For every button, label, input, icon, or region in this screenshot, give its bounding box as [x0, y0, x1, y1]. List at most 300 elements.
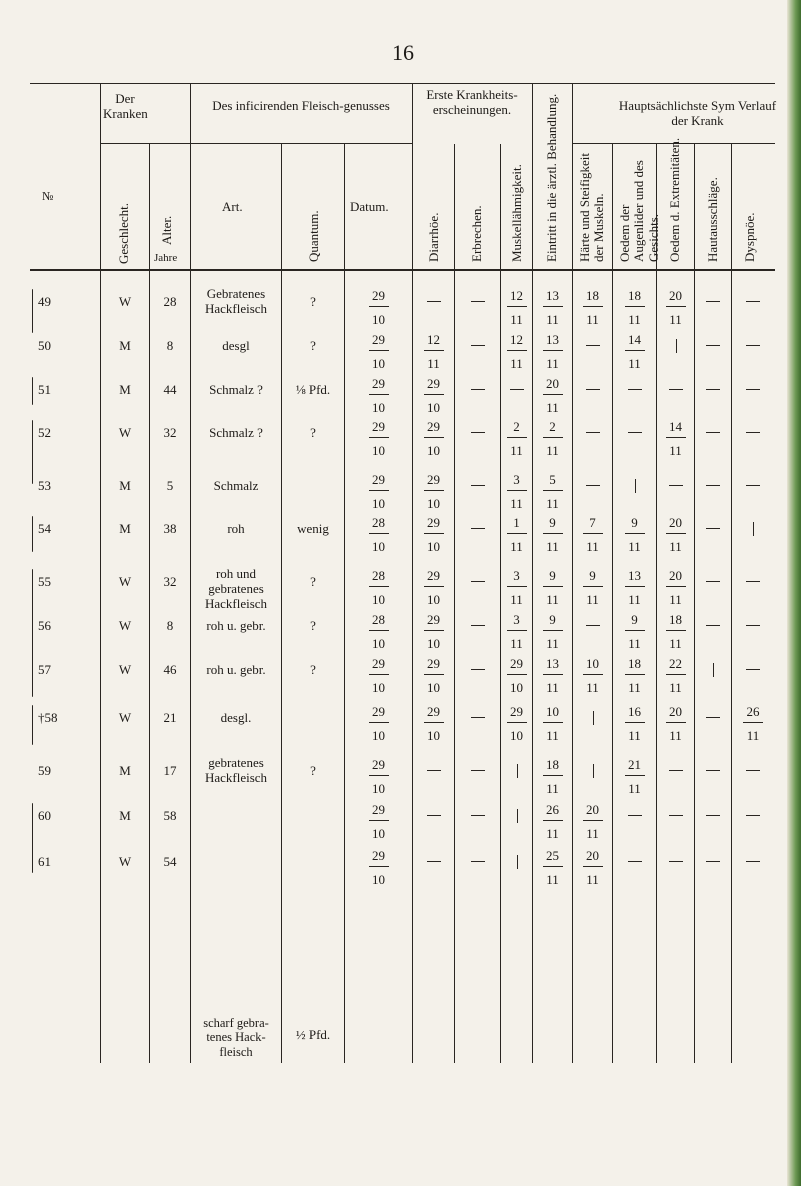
shared-kind-60-61: scharf gebra- tenes Hack- fleisch: [203, 1016, 269, 1059]
oedem_aug-numerator: 16: [628, 704, 641, 719]
no-cell: 55: [38, 574, 51, 589]
fraction-bar: [666, 674, 686, 675]
haerte-numerator: 20: [586, 848, 599, 863]
col-header-haut: Hautausschläge.: [705, 177, 720, 262]
date-denominator: 10: [372, 781, 385, 796]
sex-cell: W: [118, 425, 132, 440]
diarrhoe-numerator: 29: [427, 472, 440, 487]
eintritt-numerator: 9: [549, 612, 556, 627]
date-fraction: [359, 705, 399, 742]
qty-cell: ?: [310, 574, 316, 589]
date-denominator: 10: [372, 356, 385, 371]
empty-dash: [471, 861, 485, 862]
age-cell: 54: [163, 854, 177, 869]
age-cell: 8: [166, 618, 174, 633]
fraction-bar: [369, 866, 389, 867]
eintritt-numerator: 13: [546, 656, 559, 671]
empty-dash: [510, 389, 524, 390]
oedem_aug-denominator: 11: [628, 356, 641, 371]
empty-dash: [628, 815, 642, 816]
fraction-bar: [424, 586, 444, 587]
empty-dash: [706, 301, 720, 302]
empty-dash: [706, 625, 720, 626]
row-brace: [32, 803, 33, 873]
fraction-bar: [543, 820, 563, 821]
header-divider: [694, 144, 695, 270]
eintritt-fraction: [533, 705, 573, 742]
eintritt-fraction: [533, 333, 573, 370]
eintritt-numerator: 5: [549, 472, 556, 487]
no-cell: 51: [38, 382, 51, 397]
diarrhoe-denominator: 10: [427, 728, 440, 743]
date-numerator: 29: [372, 376, 385, 391]
no-cell: 56: [38, 618, 51, 633]
eintritt-denominator: 11: [546, 312, 559, 327]
muskel-fraction: [497, 705, 537, 742]
no-cell: 49: [38, 294, 51, 309]
haerte-denominator: 11: [586, 312, 599, 327]
empty-dash: [706, 528, 720, 529]
diarrhoe-fraction: [414, 420, 454, 457]
oedem_ext-numerator: 14: [669, 419, 682, 434]
empty-dash: [669, 389, 683, 390]
fraction-bar: [583, 674, 603, 675]
date-numerator: 29: [372, 757, 385, 772]
muskel-denominator: 11: [510, 592, 523, 607]
fraction-bar: [666, 722, 686, 723]
haerte-denominator: 11: [586, 826, 599, 841]
muskel-fraction: [497, 333, 537, 370]
date-fraction: [359, 289, 399, 326]
vertical-mark: [676, 339, 677, 353]
date-fraction: [359, 657, 399, 694]
empty-dash: [746, 485, 760, 486]
eintritt-numerator: 9: [549, 515, 556, 530]
eintritt-denominator: 11: [546, 728, 559, 743]
fraction-bar: [666, 437, 686, 438]
kind-cell: roh: [227, 521, 245, 536]
header-divider: [731, 144, 732, 270]
haerte-numerator: 7: [589, 515, 596, 530]
eintritt-fraction: [533, 377, 573, 414]
col-header-number: №: [42, 189, 54, 203]
col-header-oedem-aug: Oedem der Augenlider und des Gesichts.: [617, 160, 661, 262]
muskel-fraction: [497, 289, 537, 326]
body-divider: [149, 271, 150, 1063]
body-divider: [190, 271, 191, 1063]
empty-dash: [427, 301, 441, 302]
date-denominator: 10: [372, 443, 385, 458]
qty-cell: ?: [310, 425, 316, 440]
fraction-bar: [625, 586, 645, 587]
oedem_aug-fraction: [615, 758, 655, 795]
header-divider: [100, 84, 101, 270]
oedem_aug-denominator: 11: [628, 592, 641, 607]
qty-cell: ⅛ Pfd.: [295, 382, 331, 397]
oedem_aug-fraction: [615, 657, 655, 694]
body-divider: [344, 271, 345, 1063]
fraction-bar: [583, 586, 603, 587]
no-cell: 52: [38, 425, 51, 440]
eintritt-numerator: 18: [546, 757, 559, 772]
oedem_ext-fraction: [656, 569, 696, 606]
muskel-fraction: [497, 569, 537, 606]
date-denominator: 10: [372, 592, 385, 607]
col-header-age-unit: Jahre: [154, 252, 178, 264]
eintritt-fraction: [533, 758, 573, 795]
empty-dash: [706, 861, 720, 862]
col-header-muskel: Muskellähmigkeit.: [509, 164, 524, 262]
muskel-fraction: [497, 473, 537, 510]
fraction-bar: [424, 490, 444, 491]
fraction-bar: [424, 394, 444, 395]
col-header-date: Datum.: [350, 199, 389, 214]
fraction-bar: [666, 306, 686, 307]
muskel-numerator: 29: [510, 656, 523, 671]
sex-cell: W: [118, 294, 132, 309]
diarrhoe-numerator: 29: [427, 656, 440, 671]
date-denominator: 10: [372, 539, 385, 554]
oedem_aug-numerator: 9: [631, 612, 638, 627]
fraction-bar: [369, 722, 389, 723]
oedem_ext-denominator: 11: [669, 539, 682, 554]
oedem_aug-fraction: [615, 705, 655, 742]
muskel-fraction: [497, 516, 537, 553]
fraction-bar: [424, 533, 444, 534]
empty-dash: [669, 815, 683, 816]
group-header-main-symptoms: Hauptsächlichste Sym Verlauf der Krank: [618, 99, 777, 128]
oedem_aug-denominator: 11: [628, 636, 641, 651]
muskel-denominator: 11: [510, 312, 523, 327]
eintritt-fraction: [533, 289, 573, 326]
eintritt-numerator: 9: [549, 568, 556, 583]
eintritt-numerator: 26: [546, 802, 559, 817]
diarrhoe-fraction: [414, 569, 454, 606]
fraction-bar: [507, 630, 527, 631]
date-denominator: 10: [372, 312, 385, 327]
date-numerator: 29: [372, 704, 385, 719]
empty-dash: [706, 432, 720, 433]
fraction-bar: [507, 586, 527, 587]
oedem_aug-denominator: 11: [628, 680, 641, 695]
empty-dash: [746, 301, 760, 302]
fraction-bar: [625, 674, 645, 675]
diarrhoe-fraction: [414, 705, 454, 742]
header-divider: [149, 144, 150, 270]
empty-dash: [427, 815, 441, 816]
no-cell: 54: [38, 521, 51, 536]
empty-dash: [471, 528, 485, 529]
muskel-numerator: 2: [513, 419, 520, 434]
fraction-bar: [543, 533, 563, 534]
kind-cell: Gebratenes Hackfleisch: [204, 286, 268, 316]
empty-dash: [706, 815, 720, 816]
diarrhoe-denominator: 11: [427, 356, 440, 371]
empty-dash: [471, 770, 485, 771]
empty-dash: [427, 770, 441, 771]
haerte-numerator: 18: [586, 288, 599, 303]
kind-cell: Schmalz ?: [209, 382, 263, 397]
eintritt-fraction: [533, 803, 573, 840]
dyspnoe-denominator: 11: [746, 728, 760, 743]
fraction-bar: [507, 350, 527, 351]
date-fraction: [359, 377, 399, 414]
header-divider: [572, 84, 573, 270]
vertical-mark: [517, 764, 518, 778]
sex-cell: W: [118, 662, 132, 677]
kind-cell: desgl: [222, 338, 250, 353]
kind-cell: Schmalz ?: [209, 425, 263, 440]
oedem_ext-numerator: 20: [669, 704, 682, 719]
header-divider: [500, 144, 501, 270]
kind-cell: gebratenes Hackfleisch: [204, 755, 268, 785]
oedem_ext-denominator: 11: [669, 312, 682, 327]
muskel-numerator: 12: [510, 332, 523, 347]
oedem_ext-numerator: 20: [669, 568, 682, 583]
no-cell: 60: [38, 808, 51, 823]
oedem_ext-numerator: 22: [669, 656, 682, 671]
body-divider: [281, 271, 282, 1063]
fraction-bar: [369, 630, 389, 631]
fraction-bar: [583, 533, 603, 534]
kind-cell: roh und gebratenes Hackfleisch: [204, 566, 268, 611]
vertical-mark: [593, 764, 594, 778]
oedem_ext-denominator: 11: [669, 636, 682, 651]
diarrhoe-numerator: 29: [427, 419, 440, 434]
date-numerator: 28: [372, 515, 385, 530]
oedem_aug-fraction: [615, 516, 655, 553]
fraction-bar: [543, 394, 563, 395]
muskel-numerator: 29: [510, 704, 523, 719]
empty-dash: [669, 861, 683, 862]
fraction-bar: [507, 306, 527, 307]
col-header-sex: Geschlecht.: [116, 202, 131, 264]
empty-dash: [471, 301, 485, 302]
empty-dash: [669, 770, 683, 771]
muskel-numerator: 3: [513, 612, 520, 627]
oedem_ext-fraction: [656, 613, 696, 650]
vertical-mark: [593, 711, 594, 725]
empty-dash: [471, 717, 485, 718]
date-fraction: [359, 849, 399, 886]
date-denominator: 10: [372, 728, 385, 743]
oedem_aug-denominator: 11: [628, 781, 641, 796]
date-numerator: 29: [372, 472, 385, 487]
col-header-eintritt: Eintritt in die ärztl. Behandlung.: [544, 93, 559, 262]
fraction-bar: [666, 630, 686, 631]
date-fraction: [359, 516, 399, 553]
fraction-bar: [625, 630, 645, 631]
fraction-bar: [543, 437, 563, 438]
diarrhoe-numerator: 29: [427, 568, 440, 583]
diarrhoe-numerator: 29: [427, 376, 440, 391]
empty-dash: [471, 432, 485, 433]
row-brace: [32, 420, 33, 484]
empty-dash: [471, 485, 485, 486]
row-brace: [32, 705, 33, 745]
fraction-bar: [583, 866, 603, 867]
empty-dash: [706, 581, 720, 582]
diarrhoe-fraction: [414, 613, 454, 650]
vertical-mark: [635, 479, 636, 493]
sex-cell: M: [119, 478, 131, 493]
kind-cell: roh u. gebr.: [206, 662, 266, 677]
haerte-numerator: 20: [586, 802, 599, 817]
empty-dash: [706, 770, 720, 771]
fraction-bar: [543, 866, 563, 867]
oedem_aug-denominator: 11: [628, 539, 641, 554]
no-cell: †58: [38, 710, 58, 725]
eintritt-fraction: [533, 613, 573, 650]
date-numerator: 28: [372, 568, 385, 583]
haerte-denominator: 11: [586, 680, 599, 695]
fraction-bar: [543, 722, 563, 723]
empty-dash: [471, 389, 485, 390]
muskel-fraction: [497, 420, 537, 457]
eintritt-denominator: 11: [546, 781, 559, 796]
eintritt-denominator: 11: [546, 443, 559, 458]
muskel-denominator: 10: [510, 728, 523, 743]
sex-cell: W: [118, 574, 132, 589]
no-cell: 61: [38, 854, 51, 869]
empty-dash: [669, 485, 683, 486]
age-cell: 32: [163, 574, 177, 589]
empty-dash: [706, 485, 720, 486]
top-rule: [30, 83, 775, 84]
col-header-erbrechen: Erbrechen.: [469, 205, 484, 262]
fraction-bar: [369, 674, 389, 675]
oedem_aug-numerator: 21: [628, 757, 641, 772]
muskel-fraction: [497, 657, 537, 694]
header-divider: [190, 84, 191, 270]
fraction-bar: [507, 437, 527, 438]
age-cell: 21: [163, 710, 177, 725]
group-header-first-symptoms: Erste Krankheits-erscheinungen.: [426, 87, 518, 117]
eintritt-fraction: [533, 569, 573, 606]
no-cell: 50: [38, 338, 51, 353]
diarrhoe-fraction: [414, 333, 454, 370]
date-fraction: [359, 758, 399, 795]
fraction-bar: [507, 722, 527, 723]
haerte-fraction: [573, 803, 613, 840]
fraction-bar: [369, 586, 389, 587]
oedem_ext-fraction: [656, 420, 696, 457]
row-brace: [32, 569, 33, 659]
fraction-bar: [743, 722, 763, 723]
date-numerator: 29: [372, 656, 385, 671]
date-denominator: 10: [372, 872, 385, 887]
age-cell: 32: [163, 425, 177, 440]
haerte-denominator: 11: [586, 872, 599, 887]
oedem_aug-numerator: 9: [631, 515, 638, 530]
empty-dash: [746, 861, 760, 862]
header-divider: [344, 144, 345, 270]
oedem_ext-numerator: 20: [669, 288, 682, 303]
age-cell: 46: [163, 662, 177, 677]
haerte-denominator: 11: [586, 539, 599, 554]
fraction-bar: [666, 586, 686, 587]
fraction-bar: [625, 306, 645, 307]
date-denominator: 10: [372, 400, 385, 415]
fraction-bar: [424, 722, 444, 723]
header-divider: [612, 144, 613, 270]
empty-dash: [746, 389, 760, 390]
fraction-bar: [543, 630, 563, 631]
eintritt-fraction: [533, 473, 573, 510]
muskel-numerator: 12: [510, 288, 523, 303]
eintritt-fraction: [533, 657, 573, 694]
empty-dash: [471, 669, 485, 670]
oedem_ext-fraction: [656, 289, 696, 326]
eintritt-denominator: 11: [546, 826, 559, 841]
fraction-bar: [625, 533, 645, 534]
muskel-denominator: 11: [510, 443, 523, 458]
haerte-fraction: [573, 569, 613, 606]
sex-cell: W: [118, 854, 132, 869]
qty-cell: ?: [310, 294, 316, 309]
oedem_ext-denominator: 11: [669, 680, 682, 695]
fraction-bar: [543, 490, 563, 491]
body-divider: [454, 271, 455, 1063]
fraction-bar: [625, 775, 645, 776]
oedem_ext-fraction: [656, 657, 696, 694]
header-divider: [532, 84, 533, 270]
date-fraction: [359, 569, 399, 606]
eintritt-denominator: 11: [546, 400, 559, 415]
oedem_ext-denominator: 11: [669, 728, 682, 743]
header-divider: [454, 144, 455, 270]
date-numerator: 29: [372, 288, 385, 303]
diarrhoe-numerator: 12: [427, 332, 440, 347]
fraction-bar: [369, 306, 389, 307]
fraction-bar: [583, 306, 603, 307]
fraction-bar: [424, 350, 444, 351]
muskel-denominator: 11: [510, 356, 523, 371]
sex-cell: W: [118, 618, 132, 633]
eintritt-denominator: 11: [546, 539, 559, 554]
age-cell: 17: [163, 763, 177, 778]
fraction-bar: [369, 350, 389, 351]
kind-cell: Schmalz: [213, 478, 259, 493]
empty-dash: [706, 717, 720, 718]
body-divider: [731, 271, 732, 1063]
oedem_aug-denominator: 11: [628, 312, 641, 327]
empty-dash: [586, 625, 600, 626]
oedem_aug-numerator: 18: [628, 656, 641, 671]
diarrhoe-fraction: [414, 377, 454, 414]
vertical-mark: [713, 663, 714, 677]
col-header-dyspnoe: Dyspnöe.: [742, 212, 757, 262]
diarrhoe-numerator: 29: [427, 704, 440, 719]
oedem_aug-numerator: 14: [628, 332, 641, 347]
empty-dash: [586, 389, 600, 390]
haerte-numerator: 9: [589, 568, 596, 583]
empty-dash: [628, 432, 642, 433]
fraction-bar: [369, 820, 389, 821]
group-rule-1: [100, 143, 412, 144]
date-denominator: 10: [372, 496, 385, 511]
eintritt-numerator: 25: [546, 848, 559, 863]
muskel-fraction: [497, 613, 537, 650]
date-denominator: 10: [372, 826, 385, 841]
header-rule: [30, 269, 775, 271]
muskel-denominator: 11: [510, 636, 523, 651]
eintritt-denominator: 11: [546, 592, 559, 607]
empty-dash: [586, 432, 600, 433]
shared-qty-60-61: ½ Pfd.: [295, 1027, 331, 1042]
empty-dash: [706, 389, 720, 390]
dyspnoe-numerator: 26: [746, 704, 760, 719]
